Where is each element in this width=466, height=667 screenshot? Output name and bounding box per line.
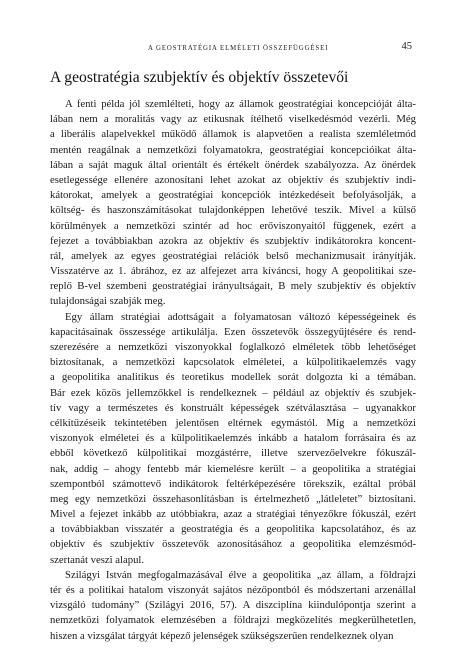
text-line: rál, amelyek az egyes geostratégiai relációk belső mechanizmusait irányítják. <box>50 249 416 262</box>
text-line: Bár ezek közös jellemzőkkel is rendelkeznek – például az objektív és szubjek- <box>50 386 416 399</box>
text-line: tív vagy a természetes és konstruált képességek szétválasztása – ugyanakkor <box>50 401 416 414</box>
paragraph <box>50 568 416 644</box>
text-line: biztosítanak, a nemzetközi kapcsolatok elméletei, a külpolitikaelemzés vagy <box>50 356 416 369</box>
text-line: körülmények a nemzetközi szintér ad hoc erőviszonyaitól függenek, ezért a <box>50 219 416 232</box>
text-line: lában nem a moralitás vagy az etikusnak ítélhető viselkedésmód vezérli. Még <box>50 113 416 126</box>
text-line: a továbbiakban visszatér a geostratégia és a geopolitika kapcsolatához, és az <box>50 523 416 536</box>
text-line: lában a saját maguk által orientált és értékelt önérdek szabályozza. Az önérdek <box>50 158 416 171</box>
text-line: a geopolitika analitikus és teoretikus modellek sorát dolgozta ki a témában. <box>50 371 416 384</box>
text-line: Egy állam stratégiai adottságait a folyamatosan változó képességeinek és <box>65 310 416 323</box>
body-text <box>50 97 416 644</box>
text-line: esetlegessége ellenére azonosítani lehet azokat az objektív és szubjektív indi- <box>50 173 416 186</box>
text-line: tér és a politikai hatalom viszonyát sajátos nézőpontból és módszertani arzenállal <box>50 584 416 596</box>
text-line: Szilágyi István megfogalmazásával élve a geopolitika „az állam, a földrajzi <box>65 568 416 581</box>
text-line: fejezet a továbbiakban azokra az objektív és szubjektív indikátorokra koncent- <box>50 234 416 247</box>
running-head: A GEOSTRATÉGIA ELMÉLETI ÖSSZEFÜGGÉSEI <box>148 45 329 52</box>
text-line: szempontból számottevő indikátorok feltérképezésére törekszik, ezáltal próbál <box>50 477 416 490</box>
text-line: Mivel a fejezet inkább az utóbbiakra, azaz a stratégiai tényezőkre fókuszál, ezért <box>50 508 416 521</box>
text-line: ebből következő külpolitikai mozgástérre, illetve szervezőelvekre fókuszál- <box>50 447 416 460</box>
text-line: célkitűzéseik tekintetében jelentősen eltérnek egymástól. Míg a nemzetközi <box>50 416 416 429</box>
text-line: A fenti példa jól szemlélteti, hogy az államok geostratégiai koncepcióját álta- <box>65 98 416 110</box>
section-heading: A geostratégia szubjektív és objektív összetevői <box>50 69 349 86</box>
text-line: replő B-vel szembeni geostratégiai irányultságait, B mely szubjektív és objektív <box>50 280 416 293</box>
text-line: szerezésére a nemzetközi viszonyokkal foglalkozó elméletek több lehetőséget <box>50 341 416 353</box>
text-line: mentén reagálnak a nemzetközi folyamatokra, geostratégiai koncepcióikat álta- <box>50 143 416 156</box>
text-line: kátorokat, amelyek a geostratégiai koncepciók intézkedéseit befolyásolják, a <box>50 189 416 202</box>
text-line: viszonyok elméletei és a külpolitikaelemzés inkább a hatalom forrásaira és az <box>50 432 416 445</box>
text-line: nemzetközi folyamatok elemzésében a földrajzi megközelítés megkerülhetetlen, <box>50 614 416 627</box>
text-line: tulajdonságai szabják meg. <box>50 295 166 308</box>
text-line: szertanát veszi alapul. <box>50 553 145 566</box>
text-line: meg egy nemzetközi összehasonlításban is értelmezhető „látleletet” biztosítani. <box>50 492 416 505</box>
paragraph <box>50 97 416 310</box>
text-line: vizsgáló tudomány” (Szilágyi 2016, 57). A diszciplína kiindulópontja szerint a <box>50 599 416 612</box>
text-line: költség- és haszonszámításokat tulajdonképpen lehetővé teszik. Mivel a külső <box>50 204 416 217</box>
paragraph <box>50 310 416 568</box>
text-line: hiszen a vizsgálat tárgyát képező jelenségek szükségszerűen rendelkeznek olyan <box>50 629 394 642</box>
text-line: Visszatérve az 1. ábrához, ez az alfejezet arra kíváncsi, hogy A geopolitikai sze- <box>50 265 416 278</box>
text-line: nak, addig – ahogy fentebb már kiemelésre került – a geopolitika a stratégiai <box>50 462 416 475</box>
text-line: kapacitásainak összessége artikulálja. Ezen összetevők összegyűjtésére és rend- <box>50 325 416 338</box>
text-line: a liberális alapelvekkel működő államok is alapvetően a realista szemléletmód <box>50 128 416 141</box>
text-line: objektív és szubjektív összetevők azonosításához a geopolitika elemzésmód- <box>50 538 416 551</box>
page-number: 45 <box>401 41 412 52</box>
